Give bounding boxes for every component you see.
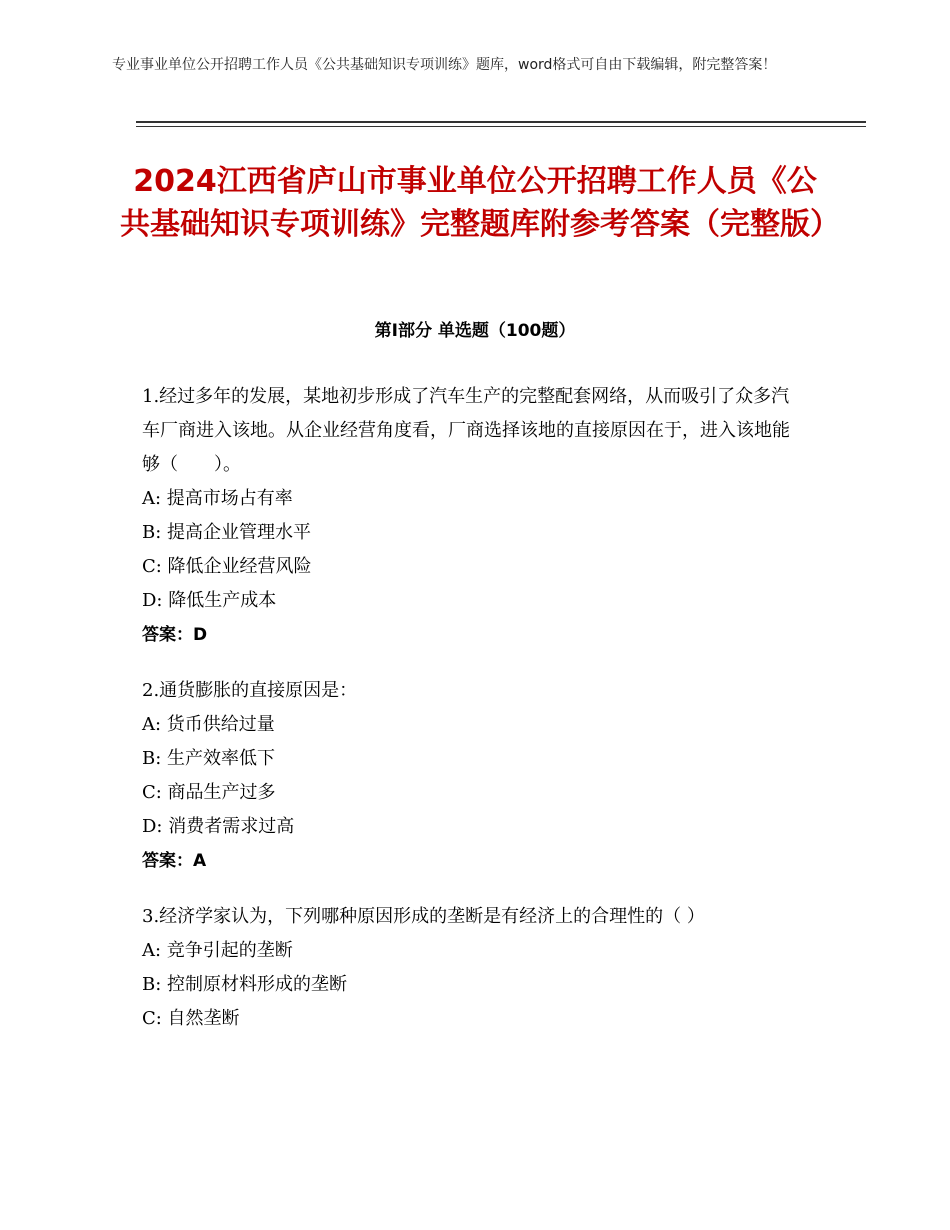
- question-list: [142, 380, 802, 1058]
- header-rule-thick: [136, 121, 866, 123]
- option-a: A: 货币供给过量: [142, 714, 275, 735]
- question-stem: 2.通货膨胀的直接原因是：: [142, 680, 358, 701]
- option-c: C: 商品生产过多: [142, 782, 276, 803]
- header-rule-thin: [136, 126, 866, 127]
- answer: 答案：A: [142, 851, 207, 871]
- question-stem: 1.经过多年的发展，某地初步形成了汽车生产的完整配套网络，从而吸引了众多汽车厂商进入该地。从企业经营角度看，厂商选择该地的直接原因在于，进入该地能够（ ）。: [142, 386, 790, 475]
- header-note: 专业事业单位公开招聘工作人员《公共基础知识专项训练》题库，word格式可自由下载编辑，附完整答案！: [112, 57, 777, 73]
- section-title: 第Ⅰ部分 单选题（100题）: [374, 321, 576, 341]
- question-3: [142, 900, 802, 1036]
- option-c: C: 降低企业经营风险: [142, 556, 312, 577]
- question-1: [142, 380, 802, 652]
- option-a: A: 竞争引起的垄断: [142, 940, 293, 961]
- option-d: D: 消费者需求过高: [142, 816, 295, 837]
- answer: 答案：D: [142, 625, 208, 645]
- question-2: [142, 674, 802, 878]
- document-title: 2024江西省庐山市事业单位公开招聘工作人员《公共基础知识专项训练》完整题库附参考答案（完整版）: [120, 164, 840, 242]
- option-b: B: 提高企业管理水平: [142, 522, 312, 543]
- option-a: A: 提高市场占有率: [142, 488, 293, 509]
- option-c: C: 自然垄断: [142, 1008, 240, 1029]
- question-stem: 3.经济学家认为，下列哪种原因形成的垄断是有经济上的合理性的（ ）: [142, 906, 705, 927]
- option-d: D: 降低生产成本: [142, 590, 277, 611]
- option-b: B: 生产效率低下: [142, 748, 276, 769]
- option-b: B: 控制原材料形成的垄断: [142, 974, 348, 995]
